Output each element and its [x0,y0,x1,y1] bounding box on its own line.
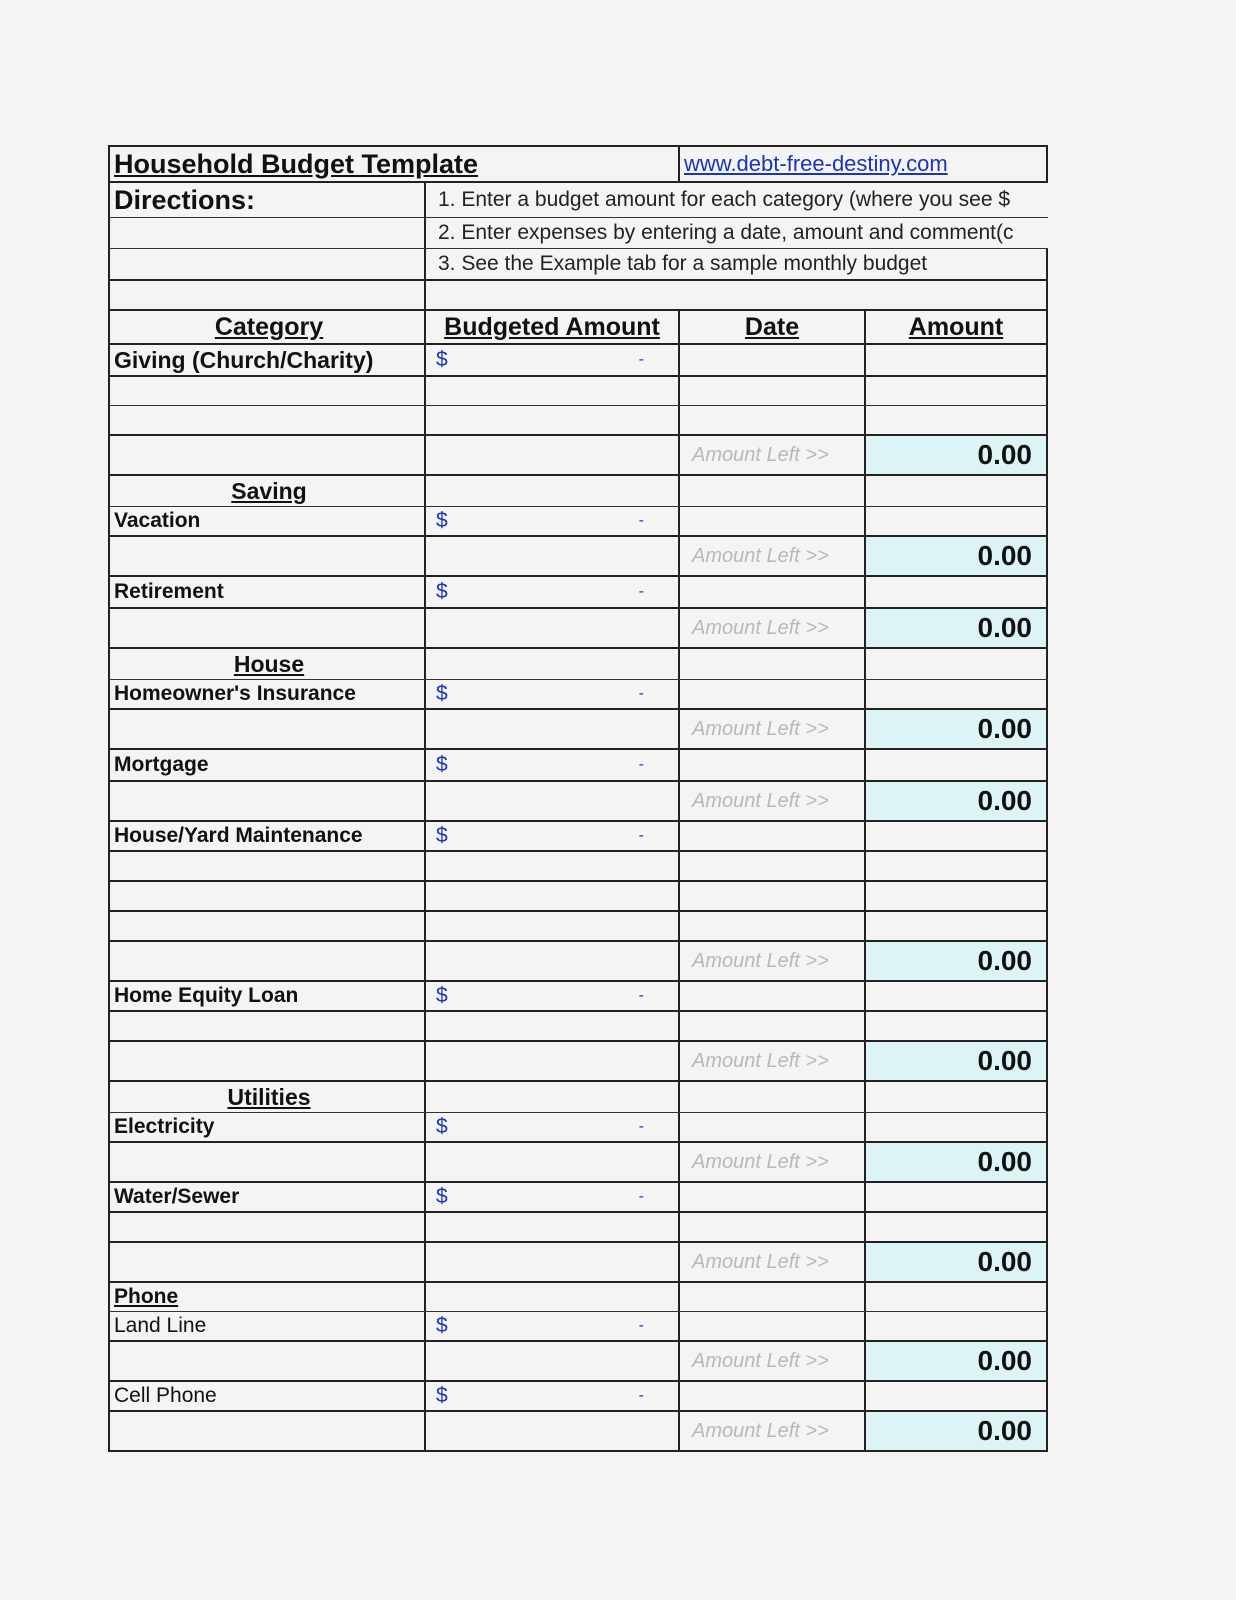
date-input[interactable] [680,1382,866,1410]
instruction-2: 2. Enter expenses by entering a date, amount and comment(c [438,221,1014,244]
date-input[interactable] [680,1183,866,1211]
section-row [108,649,1048,680]
amount-left-label: Amount Left >> [680,1342,866,1380]
category-electricity: Electricity [114,1115,215,1138]
budget-input-homeowners[interactable]: $ - [426,680,680,708]
amount-left-value: 0.00 [866,1342,1048,1380]
amount-input[interactable] [866,406,1048,434]
category-home-equity-loan: Home Equity Loan [114,984,299,1007]
budget-input-equity[interactable]: $ - [426,982,680,1010]
amount-input[interactable] [866,982,1048,1010]
amount-input[interactable] [866,912,1048,940]
budget-input-cellphone[interactable]: $ - [426,1382,680,1410]
amount-left-value: 0.00 [866,1412,1048,1450]
date-input[interactable] [680,1312,866,1340]
table-row [108,1382,1048,1412]
amount-left-row [108,710,1048,750]
column-header-budgeted: Budgeted Amount [426,311,680,343]
amount-left-value: 0.00 [866,942,1048,980]
date-input[interactable] [680,377,866,405]
spacer-row [108,281,1048,311]
date-input[interactable] [680,912,866,940]
amount-input[interactable] [866,1213,1048,1241]
amount-input[interactable] [866,750,1048,780]
amount-left-label: Amount Left >> [680,1243,866,1281]
table-row [108,1312,1048,1342]
amount-left-value: 0.00 [866,782,1048,820]
instruction-row-3 [108,249,1048,281]
section-row [108,1082,1048,1113]
amount-left-row [108,609,1048,649]
website-link[interactable]: www.debt-free-destiny.com [684,151,948,176]
amount-left-row [108,436,1048,476]
amount-left-value: 0.00 [866,710,1048,748]
amount-input[interactable] [866,577,1048,607]
budget-input-vacation[interactable]: $ - [426,507,680,535]
instruction-row-2 [108,218,1048,249]
column-header-category: Category [108,311,426,343]
table-row [108,822,1048,852]
amount-input[interactable] [866,1382,1048,1410]
date-input[interactable] [680,680,866,708]
amount-left-row [108,1143,1048,1183]
amount-left-value: 0.00 [866,436,1048,474]
category-vacation: Vacation [114,509,201,532]
amount-left-label: Amount Left >> [680,1143,866,1181]
amount-input[interactable] [866,680,1048,708]
table-row [108,750,1048,782]
category-giving: Giving (Church/Charity) [114,346,374,373]
instruction-3: 3. See the Example tab for a sample monthly budget [438,252,928,275]
amount-left-label: Amount Left >> [680,436,866,474]
amount-left-label: Amount Left >> [680,1412,866,1450]
section-saving: Saving [108,476,426,506]
category-mortgage: Mortgage [114,753,209,776]
amount-input[interactable] [866,882,1048,910]
category-house-yard-maintenance: House/Yard Maintenance [114,824,363,847]
section-house: House [108,649,426,679]
table-row [108,1012,1048,1042]
category-land-line: Land Line [114,1314,207,1337]
table-row [108,345,1048,377]
amount-left-value: 0.00 [866,1042,1048,1080]
date-input[interactable] [680,507,866,535]
budget-input-maintenance[interactable]: $ - [426,822,680,850]
category-homeowners-insurance: Homeowner's Insurance [114,682,356,705]
date-input[interactable] [680,345,866,375]
amount-input[interactable] [866,507,1048,535]
directions-label: Directions: [114,184,256,215]
directions-row [108,183,1048,218]
date-input[interactable] [680,1113,866,1141]
amount-left-row [108,1042,1048,1082]
table-row [108,982,1048,1012]
budget-sheet [108,145,1048,1452]
date-input[interactable] [680,1213,866,1241]
budget-input-water[interactable]: $ - [426,1183,680,1211]
budget-input-landline[interactable]: $ - [426,1312,680,1340]
column-header-date: Date [680,311,866,343]
amount-input[interactable] [866,345,1048,375]
page-title: Household Budget Template [114,148,479,179]
title-row [108,145,1048,183]
amount-left-label: Amount Left >> [680,942,866,980]
amount-input[interactable] [866,1183,1048,1211]
category-cell-phone: Cell Phone [114,1384,217,1407]
column-header-row [108,311,1048,345]
table-row [108,680,1048,710]
amount-left-value: 0.00 [866,1143,1048,1181]
date-input[interactable] [680,982,866,1010]
table-row [108,912,1048,942]
date-input[interactable] [680,882,866,910]
amount-left-label: Amount Left >> [680,782,866,820]
table-row [108,577,1048,609]
amount-left-value: 0.00 [866,609,1048,647]
amount-left-row [108,782,1048,822]
category-water-sewer: Water/Sewer [114,1185,240,1208]
amount-left-row [108,1243,1048,1283]
budget-input-giving[interactable]: $ - [426,345,680,375]
table-row [108,377,1048,406]
amount-left-label: Amount Left >> [680,537,866,575]
amount-input[interactable] [866,1312,1048,1340]
table-row [108,507,1048,537]
column-header-amount: Amount [866,311,1048,343]
date-input[interactable] [680,1012,866,1040]
date-input[interactable] [680,750,866,780]
amount-left-value: 0.00 [866,537,1048,575]
instruction-1: 1. Enter a budget amount for each category (where you see $ [438,188,1011,211]
table-row [108,1183,1048,1213]
section-phone: Phone [114,1285,179,1308]
amount-left-row [108,537,1048,577]
table-row [108,852,1048,882]
amount-input[interactable] [866,377,1048,405]
budget-input-mortgage[interactable]: $ - [426,750,680,780]
table-row [108,882,1048,912]
section-utilities: Utilities [108,1082,426,1112]
section-row [108,476,1048,507]
amount-left-label: Amount Left >> [680,609,866,647]
amount-left-row [108,1342,1048,1382]
amount-input[interactable] [866,1113,1048,1141]
amount-input[interactable] [866,1012,1048,1040]
date-input[interactable] [680,852,866,880]
amount-left-value: 0.00 [866,1243,1048,1281]
date-input[interactable] [680,577,866,607]
amount-input[interactable] [866,852,1048,880]
section-row [108,1283,1048,1312]
amount-input[interactable] [866,822,1048,850]
budget-input-electricity[interactable]: $ - [426,1113,680,1141]
category-retirement: Retirement [114,580,224,603]
date-input[interactable] [680,822,866,850]
date-input[interactable] [680,406,866,434]
budget-input-retirement[interactable]: $ - [426,577,680,607]
amount-left-row [108,942,1048,982]
table-row [108,406,1048,436]
amount-left-row [108,1412,1048,1452]
amount-left-label: Amount Left >> [680,710,866,748]
table-row [108,1113,1048,1143]
table-row [108,1213,1048,1243]
amount-left-label: Amount Left >> [680,1042,866,1080]
